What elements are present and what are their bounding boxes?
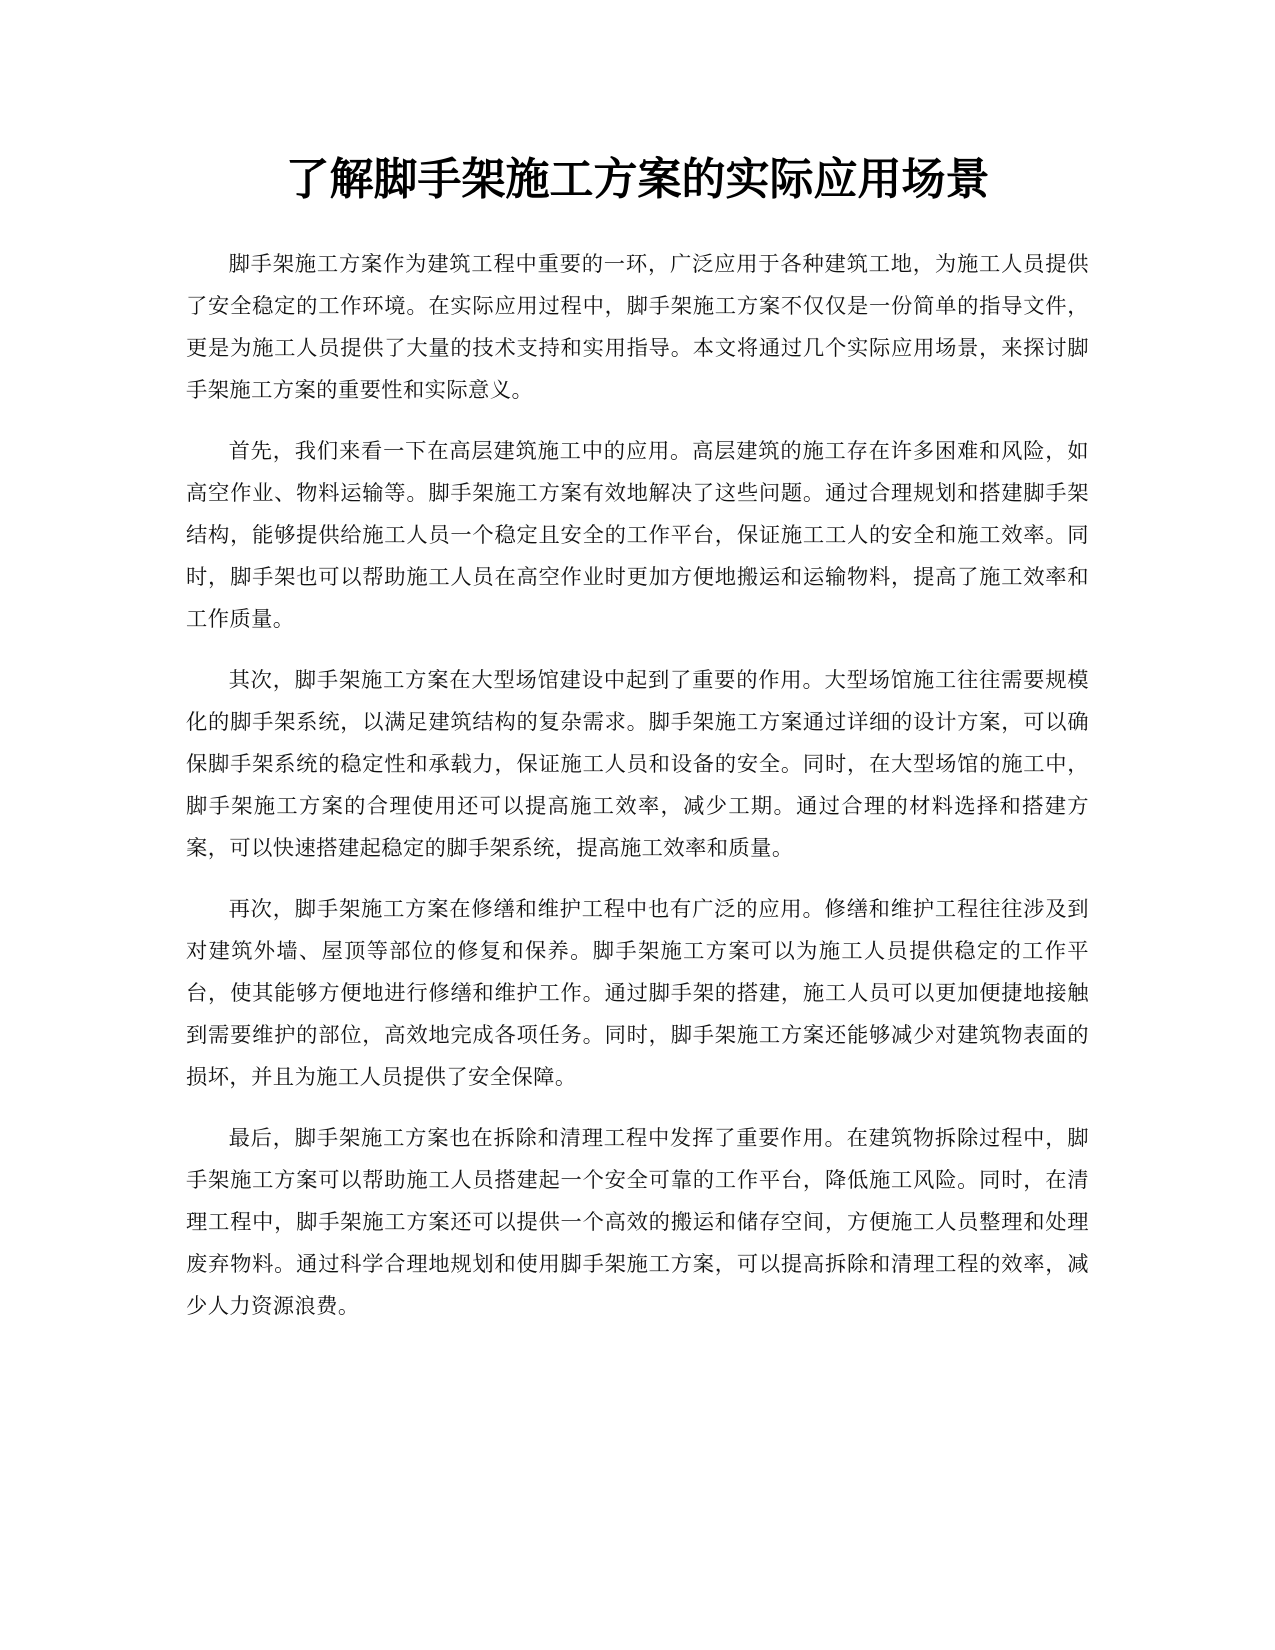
paragraph-stadium: 其次，脚手架施工方案在大型场馆建设中起到了重要的作用。大型场馆施工往往需要规模化的脚手架系统，以满足建筑结构的复杂需求。脚手架施工方案通过详细的设计方案，可以确保脚手架系统的稳定性和承载力，保证施工人员和设备的安全。同时，在大型场馆的施工中，脚手架施工方案的合理使用还可以提高施工效率，减少工期。通过合理的材料选择和搭建方案，可以快速搭建起稳定的脚手架系统，提高施工效率和质量。 (186, 668, 1089, 861)
paragraph-maintenance: 再次，脚手架施工方案在修缮和维护工程中也有广泛的应用。修缮和维护工程往往涉及到对建筑外墙、屋顶等部位的修复和保养。脚手架施工方案可以为施工人员提供稳定的工作平台，使其能够方便地进行修缮和维护工作。通过脚手架的搭建，施工人员可以更加便捷地接触到需要维护的部位，高效地完成各项任务。同时，脚手架施工方案还能够减少对建筑物表面的损坏，并且为施工人员提供了安全保障。 (186, 897, 1089, 1090)
paragraph-demolition: 最后，脚手架施工方案也在拆除和清理工程中发挥了重要作用。在建筑物拆除过程中，脚手架施工方案可以帮助施工人员搭建起一个安全可靠的工作平台，降低施工风险。同时，在清理工程中，脚手架施工方案还可以提供一个高效的搬运和储存空间，方便施工人员整理和处理废弃物料。通过科学合理地规划和使用脚手架施工方案，可以提高拆除和清理工程的效率，减少人力资源浪费。 (186, 1126, 1089, 1319)
paragraph-high-rise: 首先，我们来看一下在高层建筑施工中的应用。高层建筑的施工存在许多困难和风险，如高空作业、物料运输等。脚手架施工方案有效地解决了这些问题。通过合理规划和搭建脚手架结构，能够提供给施工人员一个稳定且安全的工作平台，保证施工工人的安全和施工效率。同时，脚手架也可以帮助施工人员在高空作业时更加方便地搬运和运输物料，提高了施工效率和工作质量。 (186, 439, 1089, 632)
document-body (186, 244, 1089, 1347)
paragraph-intro: 脚手架施工方案作为建筑工程中重要的一环，广泛应用于各种建筑工地，为施工人员提供了安全稳定的工作环境。在实际应用过程中，脚手架施工方案不仅仅是一份简单的指导文件，更是为施工人员提供了大量的技术支持和实用指导。本文将通过几个实际应用场景，来探讨脚手架施工方案的重要性和实际意义。 (186, 252, 1089, 403)
document-title: 了解脚手架施工方案的实际应用场景 (285, 154, 990, 205)
